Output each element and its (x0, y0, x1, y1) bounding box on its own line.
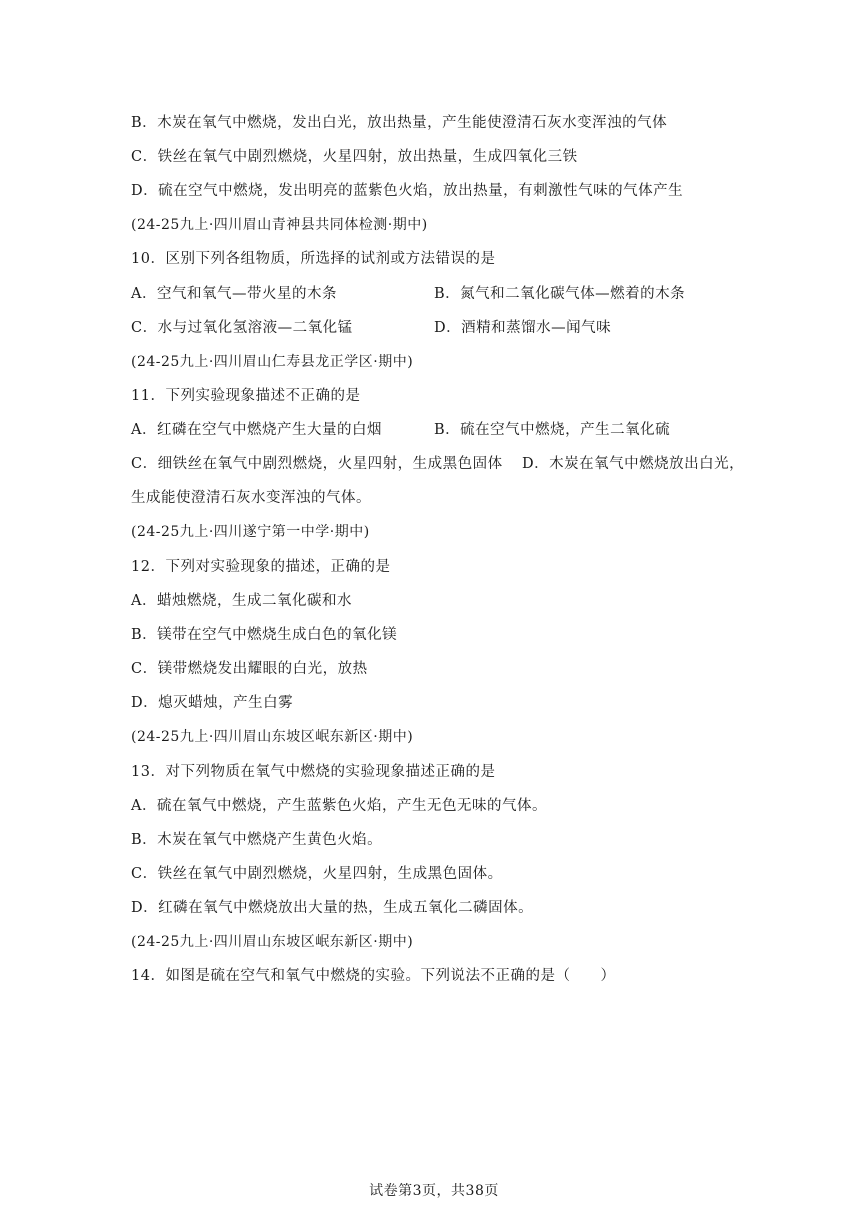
option-11b: B．硫在空气中燃烧，产生二氧化硫 (434, 422, 671, 438)
source-note-11: (24-25九上·四川眉山仁寿县龙正学区·期中) (131, 354, 414, 370)
option-11c: C．细铁丝在氧气中剧烈燃烧，火星四射，生成黑色固体 (131, 456, 503, 472)
option-12c: C．镁带燃烧发出耀眼的白光，放热 (131, 661, 368, 677)
page-footer: 试卷第3页，共38页 (369, 1183, 499, 1199)
source-note-14: (24-25九上·四川眉山东坡区岷东新区·期中) (131, 934, 414, 950)
option-11d-continued: 生成能使澄清石灰水变浑浊的气体。 (131, 490, 371, 506)
option-12a: A．蜡烛燃烧，生成二氧化碳和水 (131, 593, 352, 609)
source-note-12: (24-25九上·四川遂宁第一中学·期中) (131, 524, 370, 540)
option-12d: D．熄灭蜡烛，产生白雾 (131, 695, 294, 711)
option-10a: A．空气和氧气—带火星的木条 (131, 286, 337, 302)
question-13: 13．对下列物质在氧气中燃烧的实验现象描述正确的是 (131, 764, 496, 780)
option-10d: D．酒精和蒸馏水—闻气味 (434, 320, 612, 336)
question-11: 11．下列实验现象描述不正确的是 (131, 388, 361, 404)
option-10c: C．水与过氧化氢溶液—二氧化锰 (131, 320, 353, 336)
option-12b: B．镁带在空气中燃烧生成白色的氧化镁 (131, 627, 398, 643)
question-14: 14．如图是硫在空气和氧气中燃烧的实验。下列说法不正确的是（ ） (131, 968, 616, 984)
option-13b: B．木炭在氧气中燃烧产生黄色火焰。 (131, 832, 383, 848)
option-9c: C．铁丝在氧气中剧烈燃烧，火星四射，放出热量，生成四氧化三铁 (131, 149, 578, 165)
option-10b: B．氮气和二氧化碳气体—燃着的木条 (434, 286, 686, 302)
source-note-13: (24-25九上·四川眉山东坡区岷东新区·期中) (131, 729, 414, 745)
option-11a: A．红磷在空气中燃烧产生大量的白烟 (131, 422, 382, 438)
option-13d: D．红磷在氧气中燃烧放出大量的热，生成五氧化二磷固体。 (131, 900, 534, 916)
option-11d: D．木炭在氧气中燃烧放出白光， (522, 456, 745, 472)
option-13a: A．硫在氧气中燃烧，产生蓝紫色火焰，产生无色无味的气体。 (131, 798, 547, 814)
question-10: 10．区别下列各组物质，所选择的试剂或方法错误的是 (131, 251, 496, 267)
option-9b: B．木炭在氧气中燃烧，发出白光，放出热量，产生能使澄清石灰水变浑浊的气体 (131, 115, 668, 131)
question-12: 12．下列对实验现象的描述，正确的是 (131, 559, 391, 575)
source-note-10: (24-25九上·四川眉山青神县共同体检测·期中) (131, 217, 428, 233)
option-9d: D．硫在空气中燃烧，发出明亮的蓝紫色火焰，放出热量，有刺激性气味的气体产生 (131, 183, 684, 199)
option-13c: C．铁丝在氧气中剧烈燃烧，火星四射，生成黑色固体。 (131, 866, 503, 882)
